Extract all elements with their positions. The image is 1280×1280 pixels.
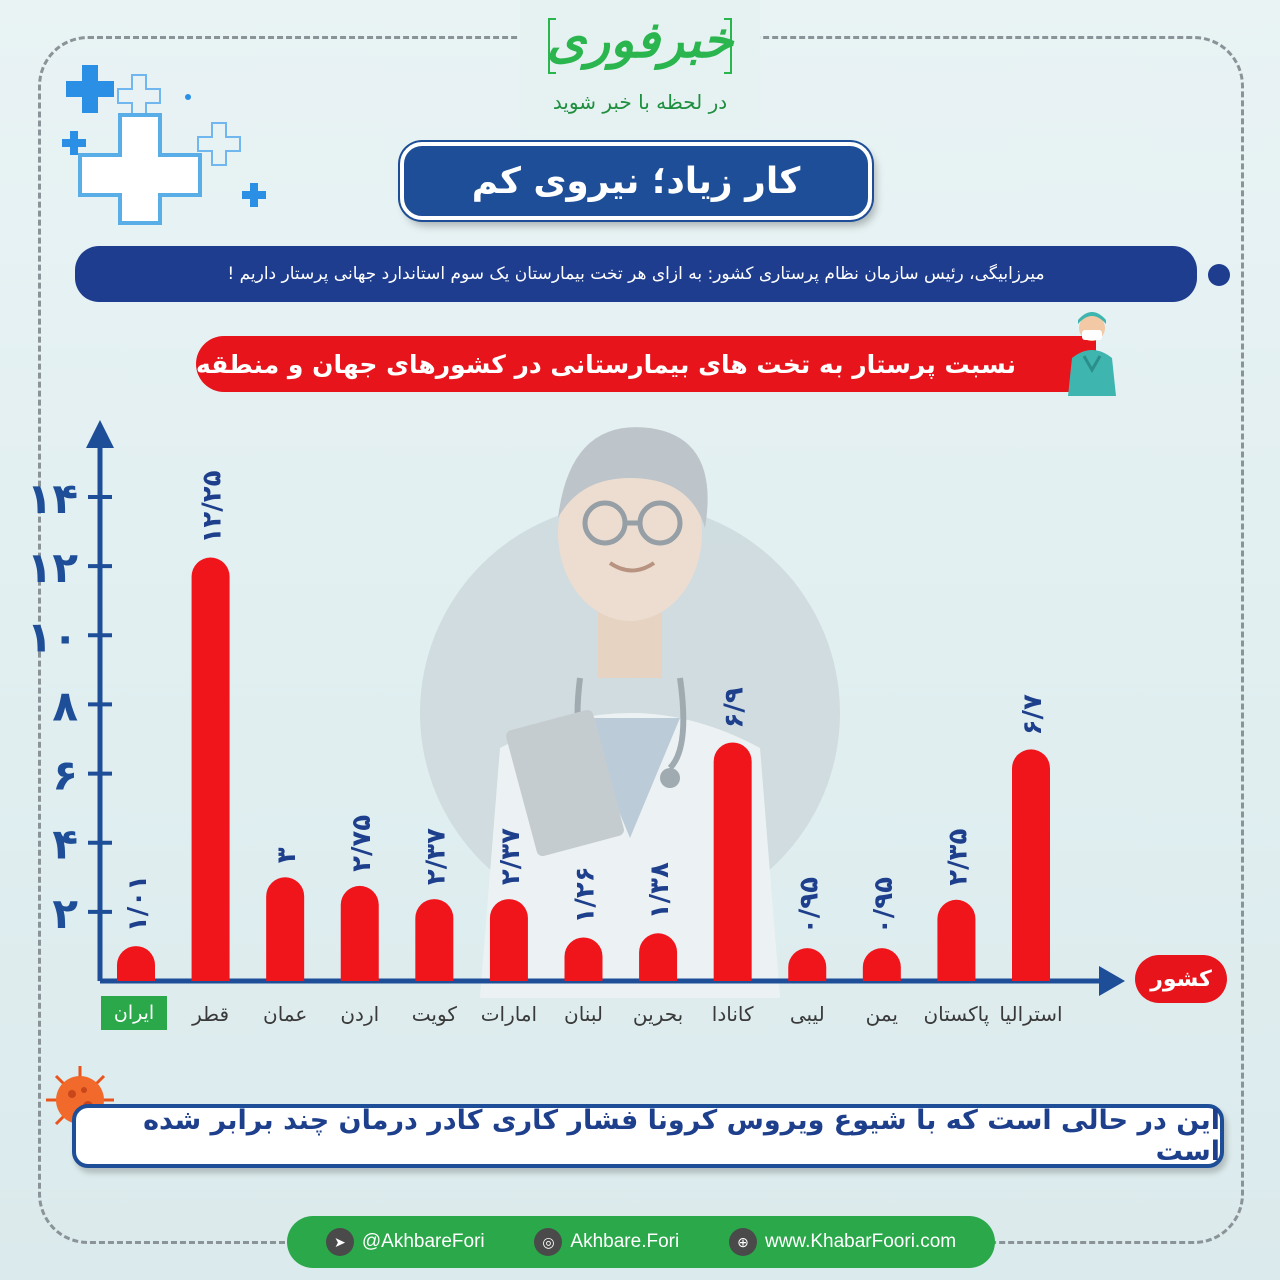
category-label: امارات [480, 1002, 538, 1026]
category-label: بحرین [632, 1002, 684, 1026]
bar [937, 900, 975, 981]
y-tick-label: ۸ [52, 681, 78, 731]
category-label: لبنان [564, 1002, 603, 1026]
bar [415, 899, 453, 981]
instagram-link[interactable] [534, 1228, 679, 1256]
globe-icon: ⊕ [729, 1228, 757, 1256]
bar [565, 937, 603, 981]
bar-value-label: ۶/۷ [1018, 694, 1048, 736]
x-axis-label [1135, 955, 1227, 1003]
bar [863, 948, 901, 981]
quote-text: میرزابیگی، رئیس سازمان نظام پرستاری کشور: به ازای هر تخت بیمارستان یک سوم استاندارد جهانی پرستار داریم ! [227, 264, 1045, 284]
bar [192, 558, 230, 982]
bar [490, 899, 528, 981]
y-tick-label: ۶ [52, 750, 78, 800]
category-label: اردن [340, 1002, 380, 1026]
category-label: عمان [263, 1002, 308, 1026]
chart-header-text: نسبت پرستار به تخت های بیمارستانی در کشورهای جهان و منطقه [196, 349, 1016, 379]
bar-value-label: ۲/۳۷ [495, 827, 526, 886]
category-label: استرالیا [999, 1002, 1063, 1026]
website-url: www.KhabarFoori.com [764, 1231, 957, 1252]
bar-value-label: ۰/۹۵ [868, 877, 899, 935]
bar-value-label: ۱/۰۱ [123, 874, 153, 933]
website-link[interactable] [729, 1228, 956, 1256]
x-axis-arrow [1099, 966, 1125, 996]
y-tick-label: ۱۰ [26, 612, 78, 662]
category-label: پاکستان [923, 1002, 990, 1026]
telegram-handle: @AkhbareFori [361, 1231, 485, 1252]
telegram-link[interactable] [326, 1228, 485, 1256]
headline-text: کار زیاد؛ نیروی کم [471, 160, 801, 202]
logo-text: خبرفوری [546, 10, 734, 69]
telegram-icon: ➤ [326, 1228, 354, 1256]
highlight-category-badge [101, 996, 167, 1030]
bar-value-label: ۱/۳۸ [645, 862, 676, 920]
bar-value-label: ۲/۷۵ [346, 814, 377, 872]
bar [714, 742, 752, 981]
bar-value-label: ۳ [272, 847, 303, 864]
highlight-category-text: ایران [113, 1002, 155, 1024]
bar-value-label: ۲/۳۵ [943, 828, 974, 886]
category-label: لیبی [789, 1002, 825, 1026]
logo-tagline: در لحظه با خبر شوید [552, 90, 728, 114]
category-label: کانادا [711, 1002, 754, 1026]
category-label: کویت [411, 1002, 457, 1026]
category-label: قطر [192, 1002, 230, 1026]
bar [788, 948, 826, 981]
bar [639, 933, 677, 981]
y-tick-label: ۱۲ [26, 543, 78, 593]
footer-bar [287, 1216, 995, 1268]
bottom-note-text: این در حالی است که با شیوع ویروس کرونا فشار کاری کادر درمان چند برابر شده است [143, 1105, 1220, 1167]
instagram-handle: Akhbare.Fori [570, 1231, 680, 1252]
bar-value-label: ۶/۹ [719, 687, 750, 729]
bar [341, 886, 379, 981]
y-tick-label: ۲ [52, 888, 78, 938]
bar [1012, 749, 1050, 981]
bar [117, 946, 155, 981]
y-tick-label: ۴ [52, 819, 78, 869]
bar-value-label: ۱/۲۶ [570, 866, 601, 924]
bar-value-label: ۲/۳۷ [421, 827, 452, 886]
bar-value-label: ۱۲/۲۵ [197, 470, 228, 544]
bar-value-label: ۰/۹۵ [794, 877, 825, 935]
bottom-note-box [72, 1104, 1224, 1168]
instagram-icon: ◎ [534, 1228, 562, 1256]
bar [266, 877, 304, 981]
y-tick-label: ۱۴ [26, 474, 78, 523]
x-axis-label-text: کشور [1150, 966, 1212, 992]
y-axis-arrow [86, 420, 114, 448]
category-label: یمن [865, 1002, 899, 1026]
